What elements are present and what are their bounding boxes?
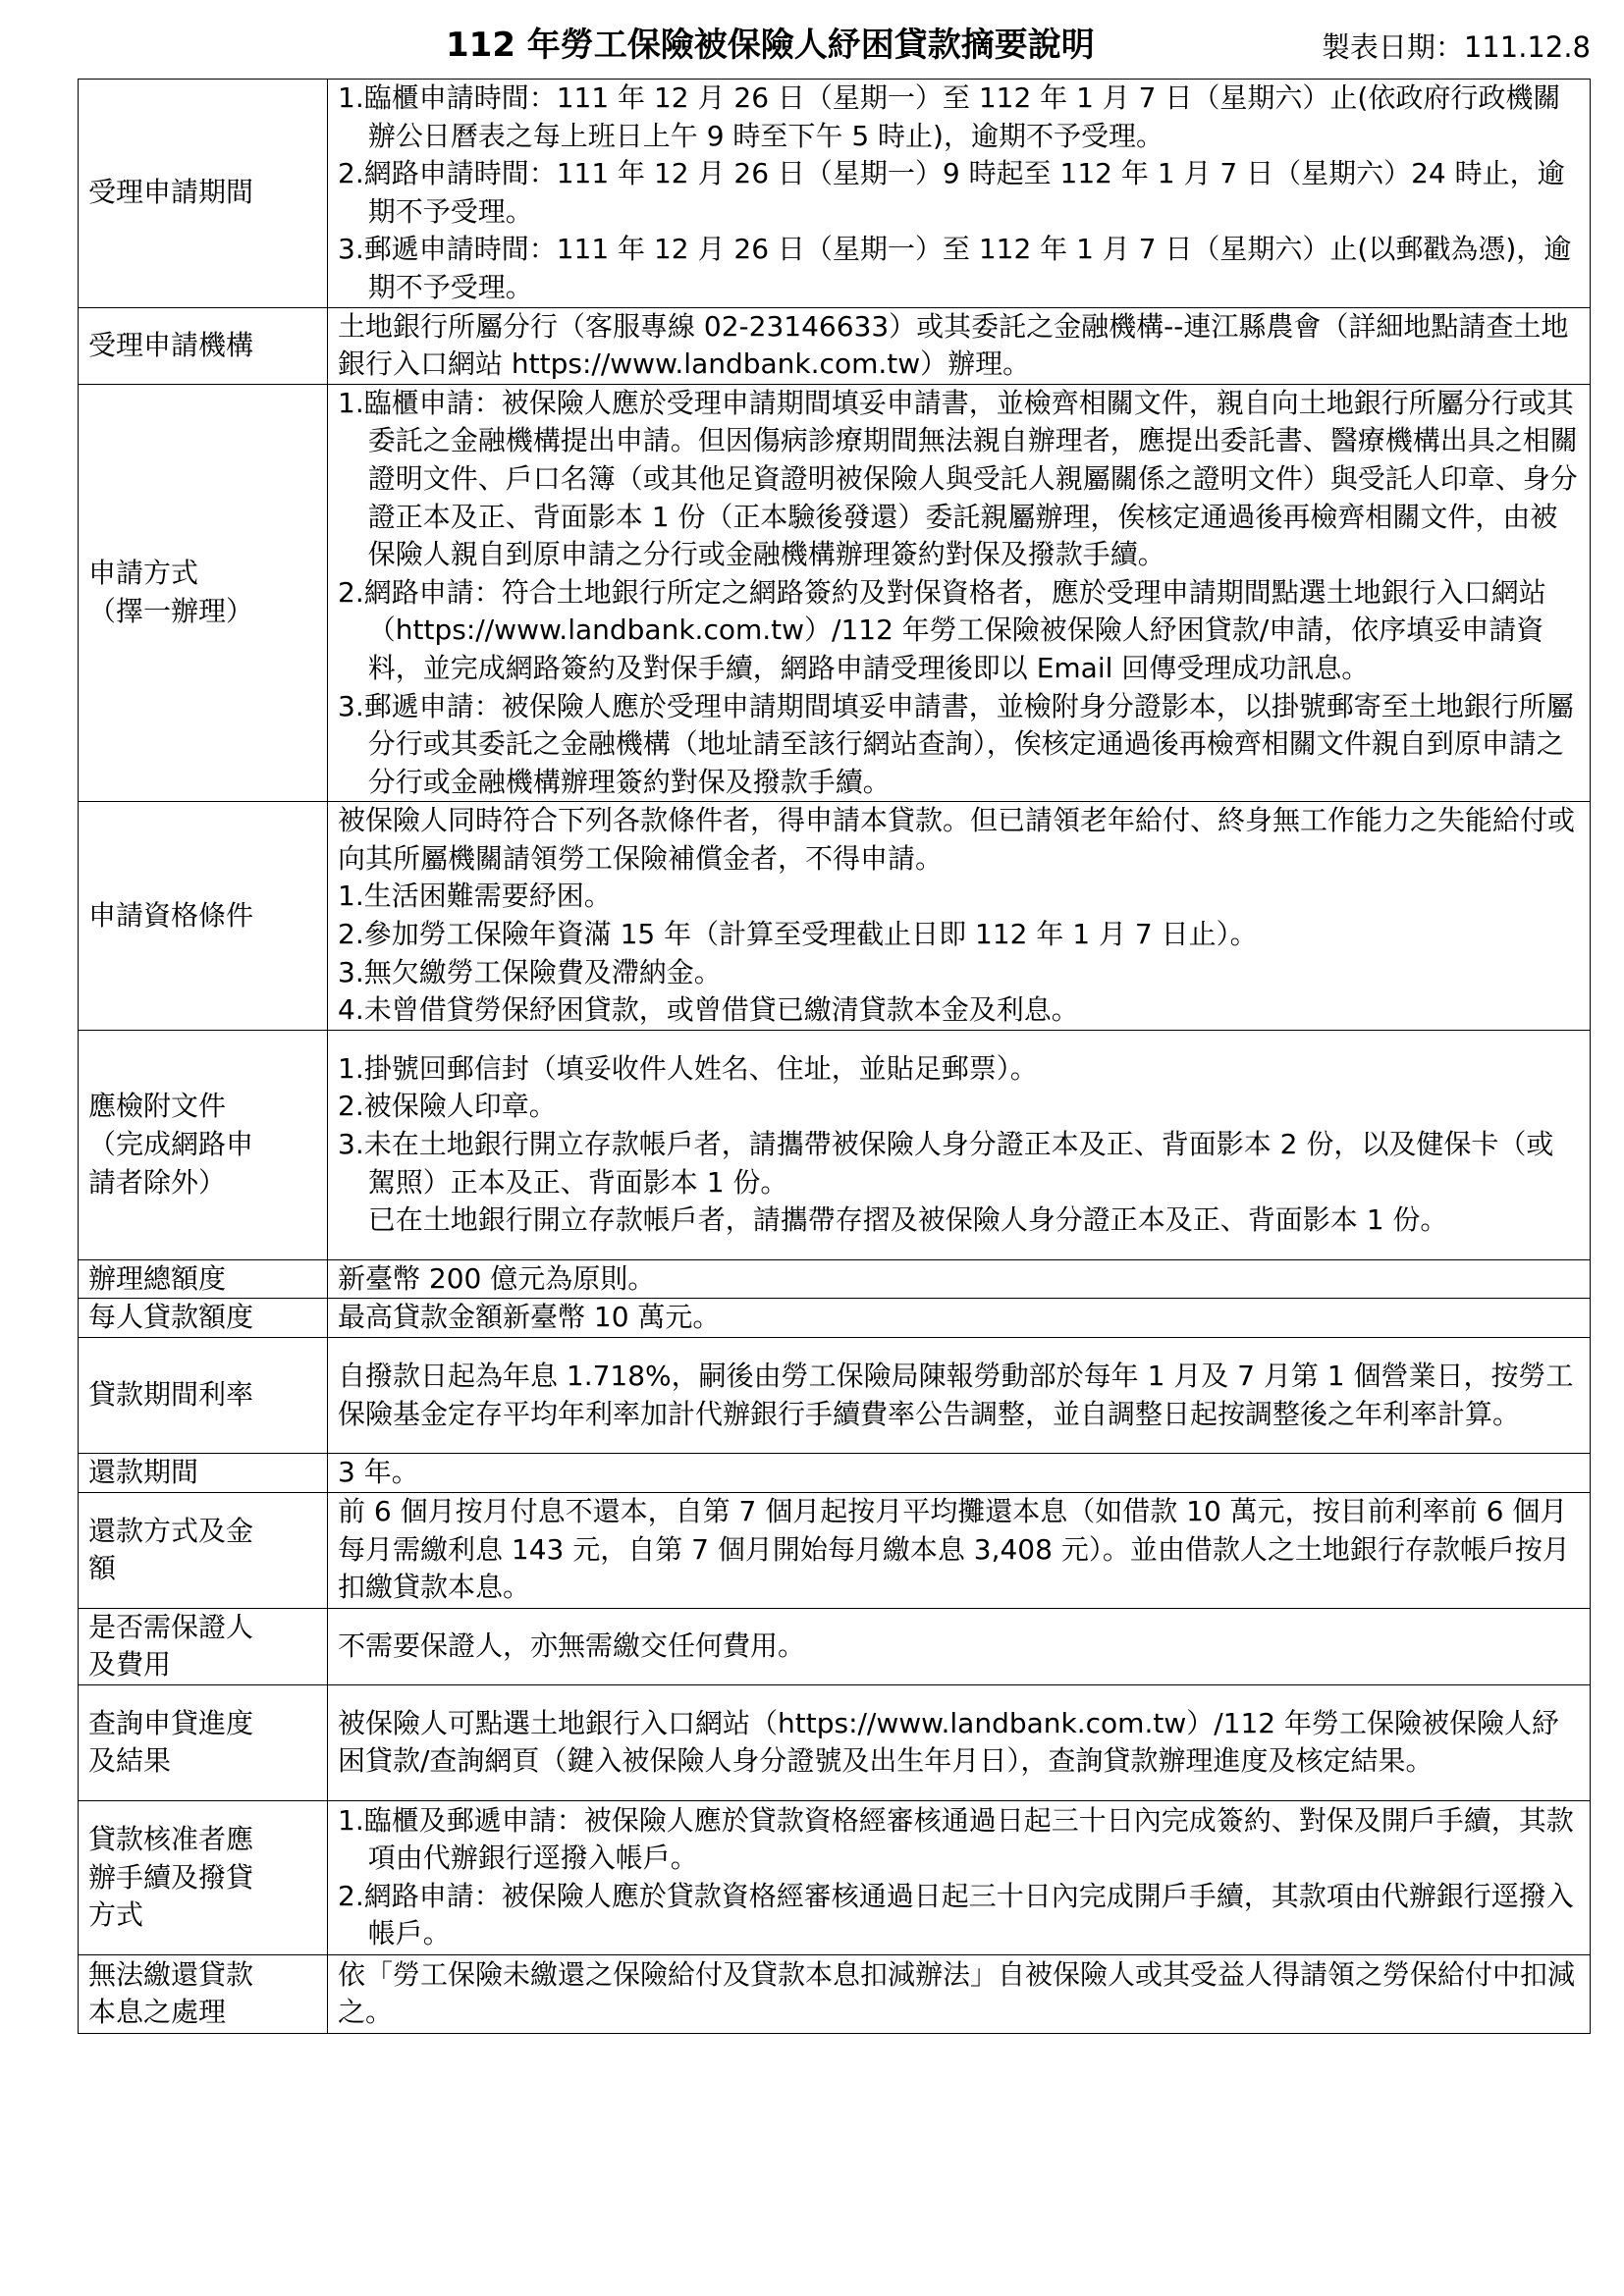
list-item: 3.郵遞申請：被保險人應於受理申請期間填妥申請書，並檢附身分證影本，以掛號郵寄至土地銀行所屬分行或其委託之金融機構（地址請至該行網站查詢），俟核定通過後再檢齊相關文件親自到原申請之分行或金融機構辦理簽約對保及撥款手續。 [338,689,1574,798]
row-label: 貸款核准者應 辦手續及撥貸 方式 [79,1800,328,1954]
table-row-application-institution [79,307,1591,384]
row-content [328,1259,1591,1299]
document-header [78,14,1591,79]
table-row-eligibility [79,802,1591,1031]
row-content [328,1338,1591,1454]
row-label: 辦理總額度 [79,1259,328,1299]
creation-date: 製表日期：111.12.8 [1321,30,1591,64]
list-item: 1.臨櫃申請：被保險人應於受理申請期間填妥申請書，並檢齊相關文件，親自向土地銀行所屬分行或其委託之金融機構提出申請。但因傷病診療期間無法親自辦理者，應提出委託書、醫療機構出具之相關證明文件、戶口名簿（或其他足資證明被保險人與受託人親屬關係之證明文件）與受託人印章、身分證正本及正、背面影本 1 份（正本驗後發還）委託親屬辦理，俟核定通過後再檢齊相關文件，由被保險人親自到原申請之分行或金融機構辦理簽約對保及撥款手續。 [338,386,1578,571]
row-content [328,1299,1591,1338]
list-item: 2.網路申請：符合土地銀行所定之網路簽約及對保資格者，應於受理申請期間點選土地銀行入口網站（https://www.landbank.com.tw）/112 年勞工保險被保險人紓困貸款/申請，依序填妥申請資料，並完成網路簽約及對保手續，網路申請受理後即以 Email 回傳受理成功訊息。 [338,575,1546,684]
row-text: 土地銀行所屬分行（客服專線 02-23146633）或其委託之金融機構--連江縣農會（詳細地點請查土地銀行入口網站 https://www.landbank.com.tw）辦理。 [338,309,1569,381]
row-content [328,307,1591,384]
row-content [328,1954,1591,2033]
row-label: 還款期間 [79,1454,328,1493]
table-row-repayment-method [79,1492,1591,1608]
table-row-progress-inquiry [79,1684,1591,1800]
row-content [328,1800,1591,1954]
row-content [328,802,1591,1031]
row-label: 還款方式及金 額 [79,1492,328,1608]
list-item: 1.生活困難需要紓困。 [338,880,612,913]
row-text: 新臺幣 200 億元為原則。 [338,1261,656,1295]
table-row-default-handling [79,1954,1591,2033]
table-row-application-method [79,384,1591,802]
list-item: 4.未曾借貸勞保紓困貸款，或曾借貸已繳清貸款本金及利息。 [338,993,1079,1027]
row-text: 前 6 個月按月付息不還本，自第 7 個月起按月平均攤還本息（如借款 10 萬元，按目前利率前 6 個月每月需繳利息 143 元，自第 7 個月開始每月繳本息 3,408 元）。並由借款人之土地銀行存款帳戶按月扣繳貸款本息。 [338,1495,1570,1604]
row-intro-text: 被保險人同時符合下列各款條件者，得申請本貸款。但已請領老年給付、終身無工作能力之失能給付或向其所屬機關請領勞工保險補償金者，不得申請。 [338,804,1576,875]
row-label: 受理申請期間 [79,80,328,308]
table-row-total-quota [79,1259,1591,1299]
row-label: 受理申請機構 [79,307,328,384]
row-label: 貸款期間利率 [79,1338,328,1454]
list-item-note: 已在土地銀行開立存款帳戶者，請攜帶存摺及被保險人身分證正本及正、背面影本 1 份。 [367,1203,1448,1237]
row-text: 不需要保證人，亦無需繳交任何費用。 [338,1629,806,1662]
row-content [328,1030,1591,1259]
row-text: 最高貸款金額新臺幣 10 萬元。 [338,1301,721,1334]
table-row-application-period [79,80,1591,308]
list-item: 1.臨櫃及郵遞申請：被保險人應於貸款資格經審核通過日起三十日內完成簽約、對保及開戶手續，其款項由代辦銀行逕撥入帳戶。 [338,1803,1574,1875]
list-item: 2.網路申請時間：111 年 12 月 26 日（星期一）9 時起至 112 年 1 月 7 日（星期六）24 時止，逾期不予受理。 [338,157,1565,228]
row-content [328,1454,1591,1493]
row-content [328,384,1591,802]
loan-summary-table [78,79,1591,2034]
row-label: 申請資格條件 [79,802,328,1031]
table-row-guarantor [79,1608,1591,1684]
row-content [328,80,1591,308]
list-item: 3.郵遞申請時間：111 年 12 月 26 日（星期一）至 112 年 1 月 7 日（星期六）止(以郵戳為憑)，逾期不予受理。 [338,233,1572,303]
table-row-interest-rate [79,1338,1591,1454]
document-title: 112 年勞工保險被保險人紓困貸款摘要說明 [446,26,1095,65]
table-row-per-person-limit [79,1299,1591,1338]
list-item: 3.無欠繳勞工保險費及滯納金。 [338,955,722,988]
list-item: 2.參加勞工保險年資滿 15 年（計算至受理截止日即 112 年 1 月 7 日止）。 [338,918,1258,951]
list-item: 1.臨櫃申請時間：111 年 12 月 26 日（星期一）至 112 年 1 月 7 日（星期六）止(依政府行政機關辦公日曆表之每上班日上午 9 時至下午 5 時止)，逾期不予受理。 [338,81,1561,152]
row-content [328,1684,1591,1800]
table-row-approval-procedure [79,1800,1591,1954]
row-label: 申請方式 （擇一辦理） [79,384,328,802]
row-content [328,1608,1591,1684]
row-text: 3 年。 [338,1456,419,1489]
list-item: 1.掛號回郵信封（填妥收件人姓名、住址，並貼足郵票）。 [338,1051,1038,1085]
row-content [328,1492,1591,1608]
table-row-required-documents [79,1030,1591,1259]
list-item: 3.未在土地銀行開立存款帳戶者，請攜帶被保險人身分證正本及正、背面影本 2 份，以及健保卡（或駕照）正本及正、背面影本 1 份。 [338,1128,1554,1199]
table-row-repayment-period [79,1454,1591,1493]
row-label: 無法繳還貸款 本息之處理 [79,1954,328,2033]
row-label: 查詢申貸進度 及結果 [79,1684,328,1800]
row-label: 是否需保證人 及費用 [79,1608,328,1684]
list-item: 2.被保險人印章。 [338,1090,557,1123]
row-text: 自撥款日起為年息 1.718%，嗣後由勞工保險局陳報勞動部於每年 1 月及 7 月第 1 個營業日，按勞工保險基金定存平均年利率加計代辦銀行手續費率公告調整，並自調整日起按調整後之年利率計算。 [338,1359,1574,1430]
row-text: 依「勞工保險未繳還之保險給付及貸款本息扣減辦法」自被保險人或其受益人得請領之勞保給付中扣減之。 [338,1957,1576,2029]
row-text: 被保險人可點選土地銀行入口網站（https://www.landbank.com.tw）/112 年勞工保險被保險人紓困貸款/查詢網頁（鍵入被保險人身分證號及出生年月日），查詢貸款辦理進度及核定結果。 [338,1706,1560,1778]
list-item: 2.網路申請：被保險人應於貸款資格經審核通過日起三十日內完成開戶手續，其款項由代辦銀行逕撥入帳戶。 [338,1879,1574,1950]
row-label: 應檢附文件 （完成網路申 請者除外） [79,1030,328,1259]
row-label: 每人貸款額度 [79,1299,328,1338]
